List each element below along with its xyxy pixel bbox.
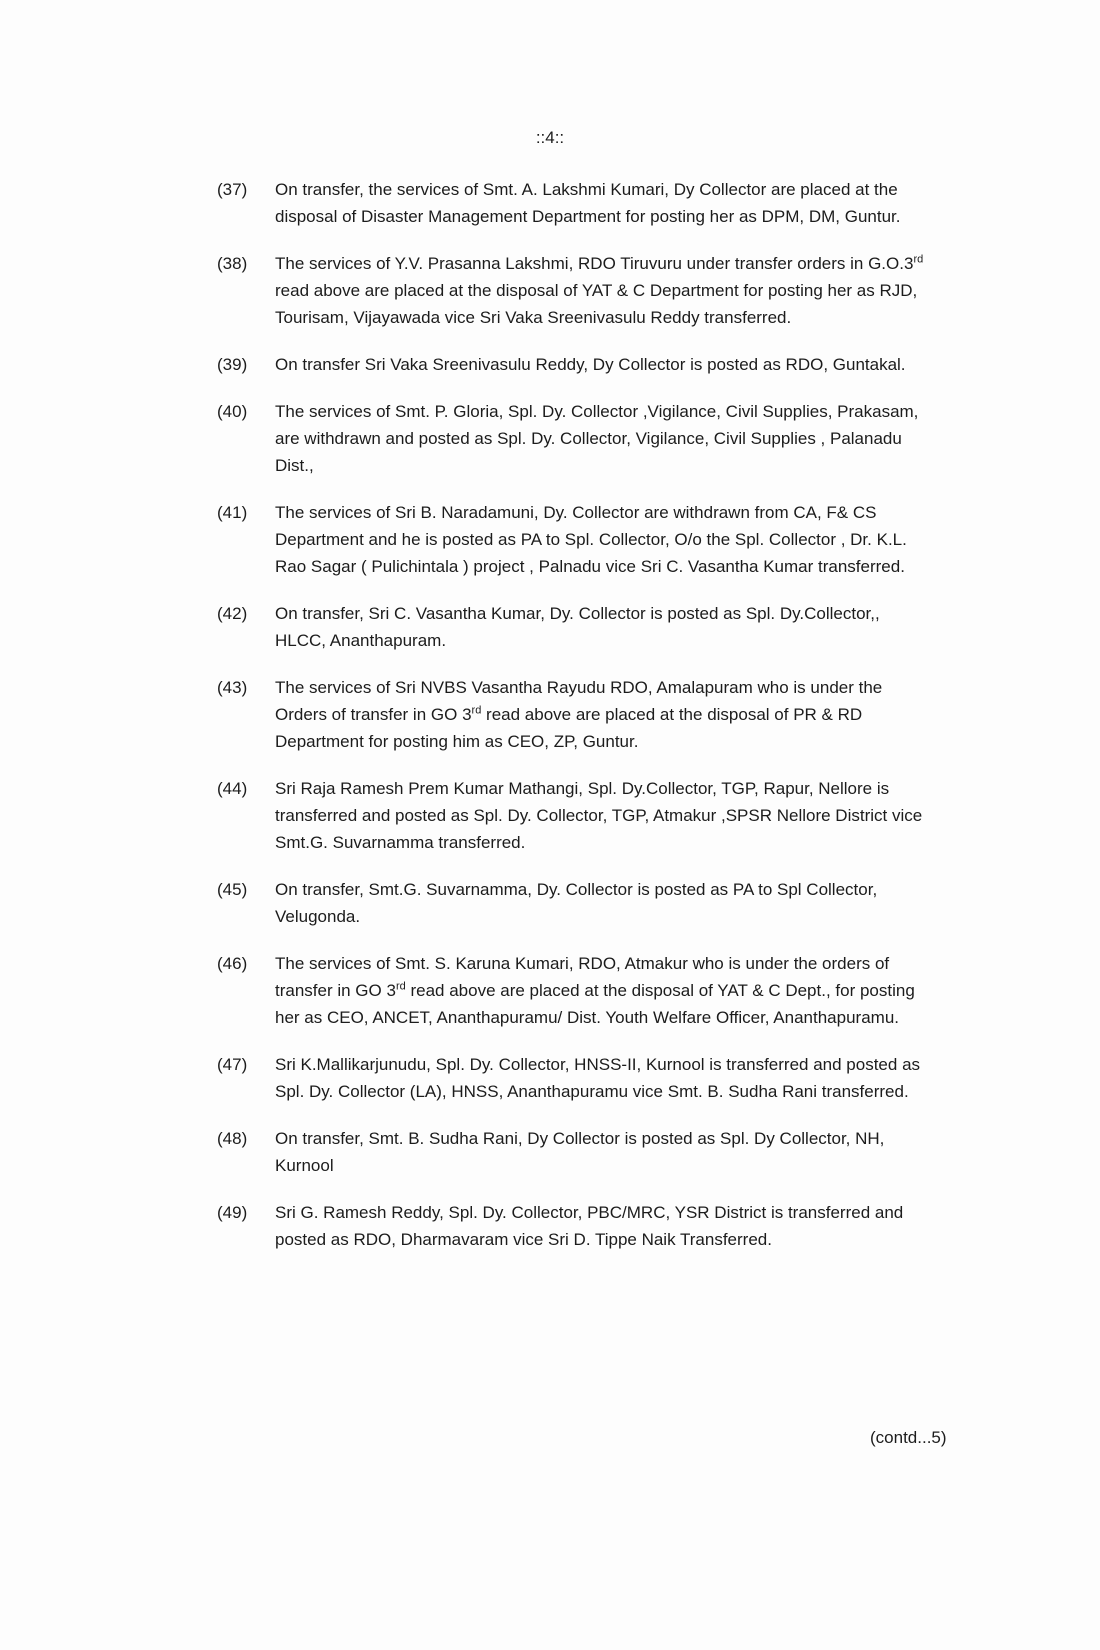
item-number: (48) — [217, 1129, 248, 1148]
item-number: (46) — [217, 954, 248, 973]
item-text: On transfer Sri Vaka Sreenivasulu Reddy, Dy Collector is posted as RDO, Guntakal. — [275, 355, 906, 374]
item-text: On transfer, Sri C. Vasantha Kumar, Dy. Collector is posted as Spl. Dy.Collector,, HLCC, Ananthapuram. — [275, 604, 880, 650]
item-number: (41) — [217, 503, 248, 522]
item-text: The services of Y.V. Prasanna Lakshmi, RDO Tiruvuru under transfer orders in G.O.3rd read above are placed at the disposal of YAT & C Department for posting her as RJD, Tourisam, Vijayawada vice Sri Vaka Sreenivasulu Reddy transferred. — [275, 253, 924, 327]
list-item — [0, 1125, 935, 1179]
continued-note: (contd...5) — [870, 1428, 947, 1447]
item-text: The services of Smt. S. Karuna Kumari, RDO, Atmakur who is under the orders of transfer in GO 3rd read above are placed at the disposal of YAT & C Dept., for posting her as CEO, ANCET, Ananthapuramu/ Dist. Youth Welfare Officer, Ananthapuramu. — [275, 954, 915, 1027]
page-number: ::4:: — [535, 128, 565, 147]
list-item — [0, 674, 935, 755]
item-number: (44) — [217, 779, 248, 798]
list-item — [0, 950, 935, 1031]
item-text: The services of Sri NVBS Vasantha Rayudu RDO, Amalapuram who is under the Orders of transfer in GO 3rd read above are placed at the disposal of PR & RD Department for posting him as CEO, ZP, Guntur. — [275, 678, 883, 751]
list-item — [0, 1199, 935, 1253]
item-text: On transfer, Smt. B. Sudha Rani, Dy Collector is posted as Spl. Dy Collector, NH, Kurnool — [275, 1129, 885, 1175]
list-item — [0, 876, 935, 930]
item-text: Sri G. Ramesh Reddy, Spl. Dy. Collector, PBC/MRC, YSR District is transferred and posted as RDO, Dharmavaram vice Sri D. Tippe Naik Transferred. — [275, 1203, 904, 1249]
list-item — [0, 351, 935, 378]
list-item — [0, 499, 935, 580]
list-item — [0, 600, 935, 654]
item-number: (45) — [217, 880, 248, 899]
item-number: (37) — [217, 180, 248, 199]
list-item — [0, 398, 935, 479]
item-text: The services of Sri B. Naradamuni, Dy. Collector are withdrawn from CA, F& CS Department and he is posted as PA to Spl. Collector, O/o the Spl. Collector , Dr. K.L. Rao Sagar ( Pulichintala ) project , Palnadu vice Sri C. Vasantha Kumar transferred. — [275, 503, 907, 576]
item-text: The services of Smt. P. Gloria, Spl. Dy. Collector ,Vigilance, Civil Supplies, Prakasam, are withdrawn and posted as Spl. Dy. Collector, Vigilance, Civil Supplies , Palanadu Dist., — [275, 402, 919, 475]
item-number: (39) — [217, 355, 248, 374]
item-text: Sri Raja Ramesh Prem Kumar Mathangi, Spl. Dy.Collector, TGP, Rapur, Nellore is transferred and posted as Spl. Dy. Collector, TGP, Atmakur ,SPSR Nellore District vice Smt.G. Suvarnamma transferred. — [275, 779, 923, 852]
list-item — [0, 1051, 935, 1105]
item-number: (43) — [217, 678, 248, 697]
order-list — [0, 176, 1100, 1273]
list-item — [0, 176, 935, 230]
list-item — [0, 775, 935, 856]
item-number: (38) — [217, 254, 248, 273]
item-number: (47) — [217, 1055, 248, 1074]
item-text: On transfer, Smt.G. Suvarnamma, Dy. Collector is posted as PA to Spl Collector, Velugonda. — [275, 880, 878, 926]
item-text: Sri K.Mallikarjunudu, Spl. Dy. Collector, HNSS-II, Kurnool is transferred and posted as Spl. Dy. Collector (LA), HNSS, Ananthapuramu vice Smt. B. Sudha Rani transferred. — [275, 1055, 921, 1101]
item-number: (42) — [217, 604, 248, 623]
item-number: (49) — [217, 1203, 248, 1222]
list-item — [0, 250, 935, 331]
item-number: (40) — [217, 402, 248, 421]
item-text: On transfer, the services of Smt. A. Lakshmi Kumari, Dy Collector are placed at the disposal of Disaster Management Department for posting her as DPM, DM, Guntur. — [275, 180, 901, 226]
